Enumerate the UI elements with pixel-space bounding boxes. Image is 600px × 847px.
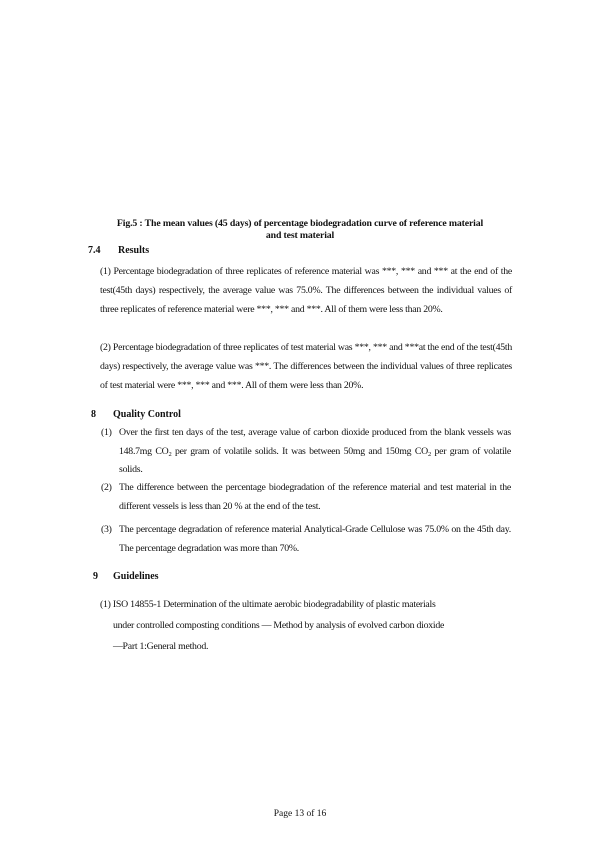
section-number: 7.4	[88, 245, 101, 256]
page-footer: Page 13 of 16	[273, 809, 327, 819]
text-fragment: Over the first ten days of the test, average value of carbon dioxide produced from the blank vessels was 148.7mg CO	[119, 427, 511, 457]
section-number: 9	[93, 571, 98, 582]
list-item-text: The difference between the percentage biodegradation of the reference material and test material in the different vessels is less than 20 % at the end of the test.	[119, 482, 511, 512]
figure-caption	[90, 218, 510, 242]
list-item-text	[119, 424, 511, 480]
quality-item-1	[101, 424, 511, 480]
section-heading-results	[88, 244, 149, 257]
quality-item-2	[101, 479, 511, 517]
guideline-reference	[100, 594, 520, 657]
list-item-text: The percentage degradation of reference material Analytical-Grade Cellulose was 75.0% on the 45th day. The percentage degradation was more than 70%.	[119, 524, 511, 554]
guideline-line-2: under controlled composting conditions — Method by analysis of evolved carbon dioxide	[113, 620, 445, 631]
figure-caption-line-1: Fig.5 : The mean values (45 days) of percentage biodegradation curve of reference material	[116, 218, 484, 229]
list-marker: (2)	[101, 482, 112, 493]
section-title: Guidelines	[113, 571, 159, 582]
text-fragment: per gram of volatile solids. It was between 50mg and 150mg CO	[171, 445, 428, 457]
section-heading-guidelines	[93, 570, 159, 583]
list-marker: (3)	[101, 524, 112, 535]
section-heading-quality-control	[91, 408, 181, 421]
quality-item-3	[101, 521, 511, 559]
section-title: Quality Control	[113, 409, 181, 420]
section-number: 8	[91, 409, 96, 420]
subscript: 2	[427, 450, 431, 458]
text-fragment: per gram of volatile solids.	[119, 445, 512, 475]
guideline-line-1: (1) ISO 14855-1 Determination of the ultimate aerobic biodegradability of plastic materials	[100, 599, 436, 610]
list-marker: (1)	[101, 427, 112, 438]
subscript: 2	[168, 450, 172, 458]
results-paragraph-2: (2) Percentage biodegradation of three replicates of test material was ***, *** and ***at the end of the test(45th days) respectively, the average value was ***. The differences between the individual values of three replicates of test material were ***, *** and ***. All of them were less than 20%.	[100, 342, 512, 391]
section-title: Results	[118, 245, 150, 256]
guideline-line-3: —Part 1:General method.	[113, 641, 209, 652]
figure-caption-line-2: and test material	[265, 230, 335, 241]
results-paragraph-1: (1) Percentage biodegradation of three replicates of reference material was ***, *** and *** at the end of the test(45th days) respectively, the average value was 75.0%. The differences between the individual values of three replicates of reference material were ***, *** and ***. All of them were less than 20%.	[100, 266, 512, 315]
